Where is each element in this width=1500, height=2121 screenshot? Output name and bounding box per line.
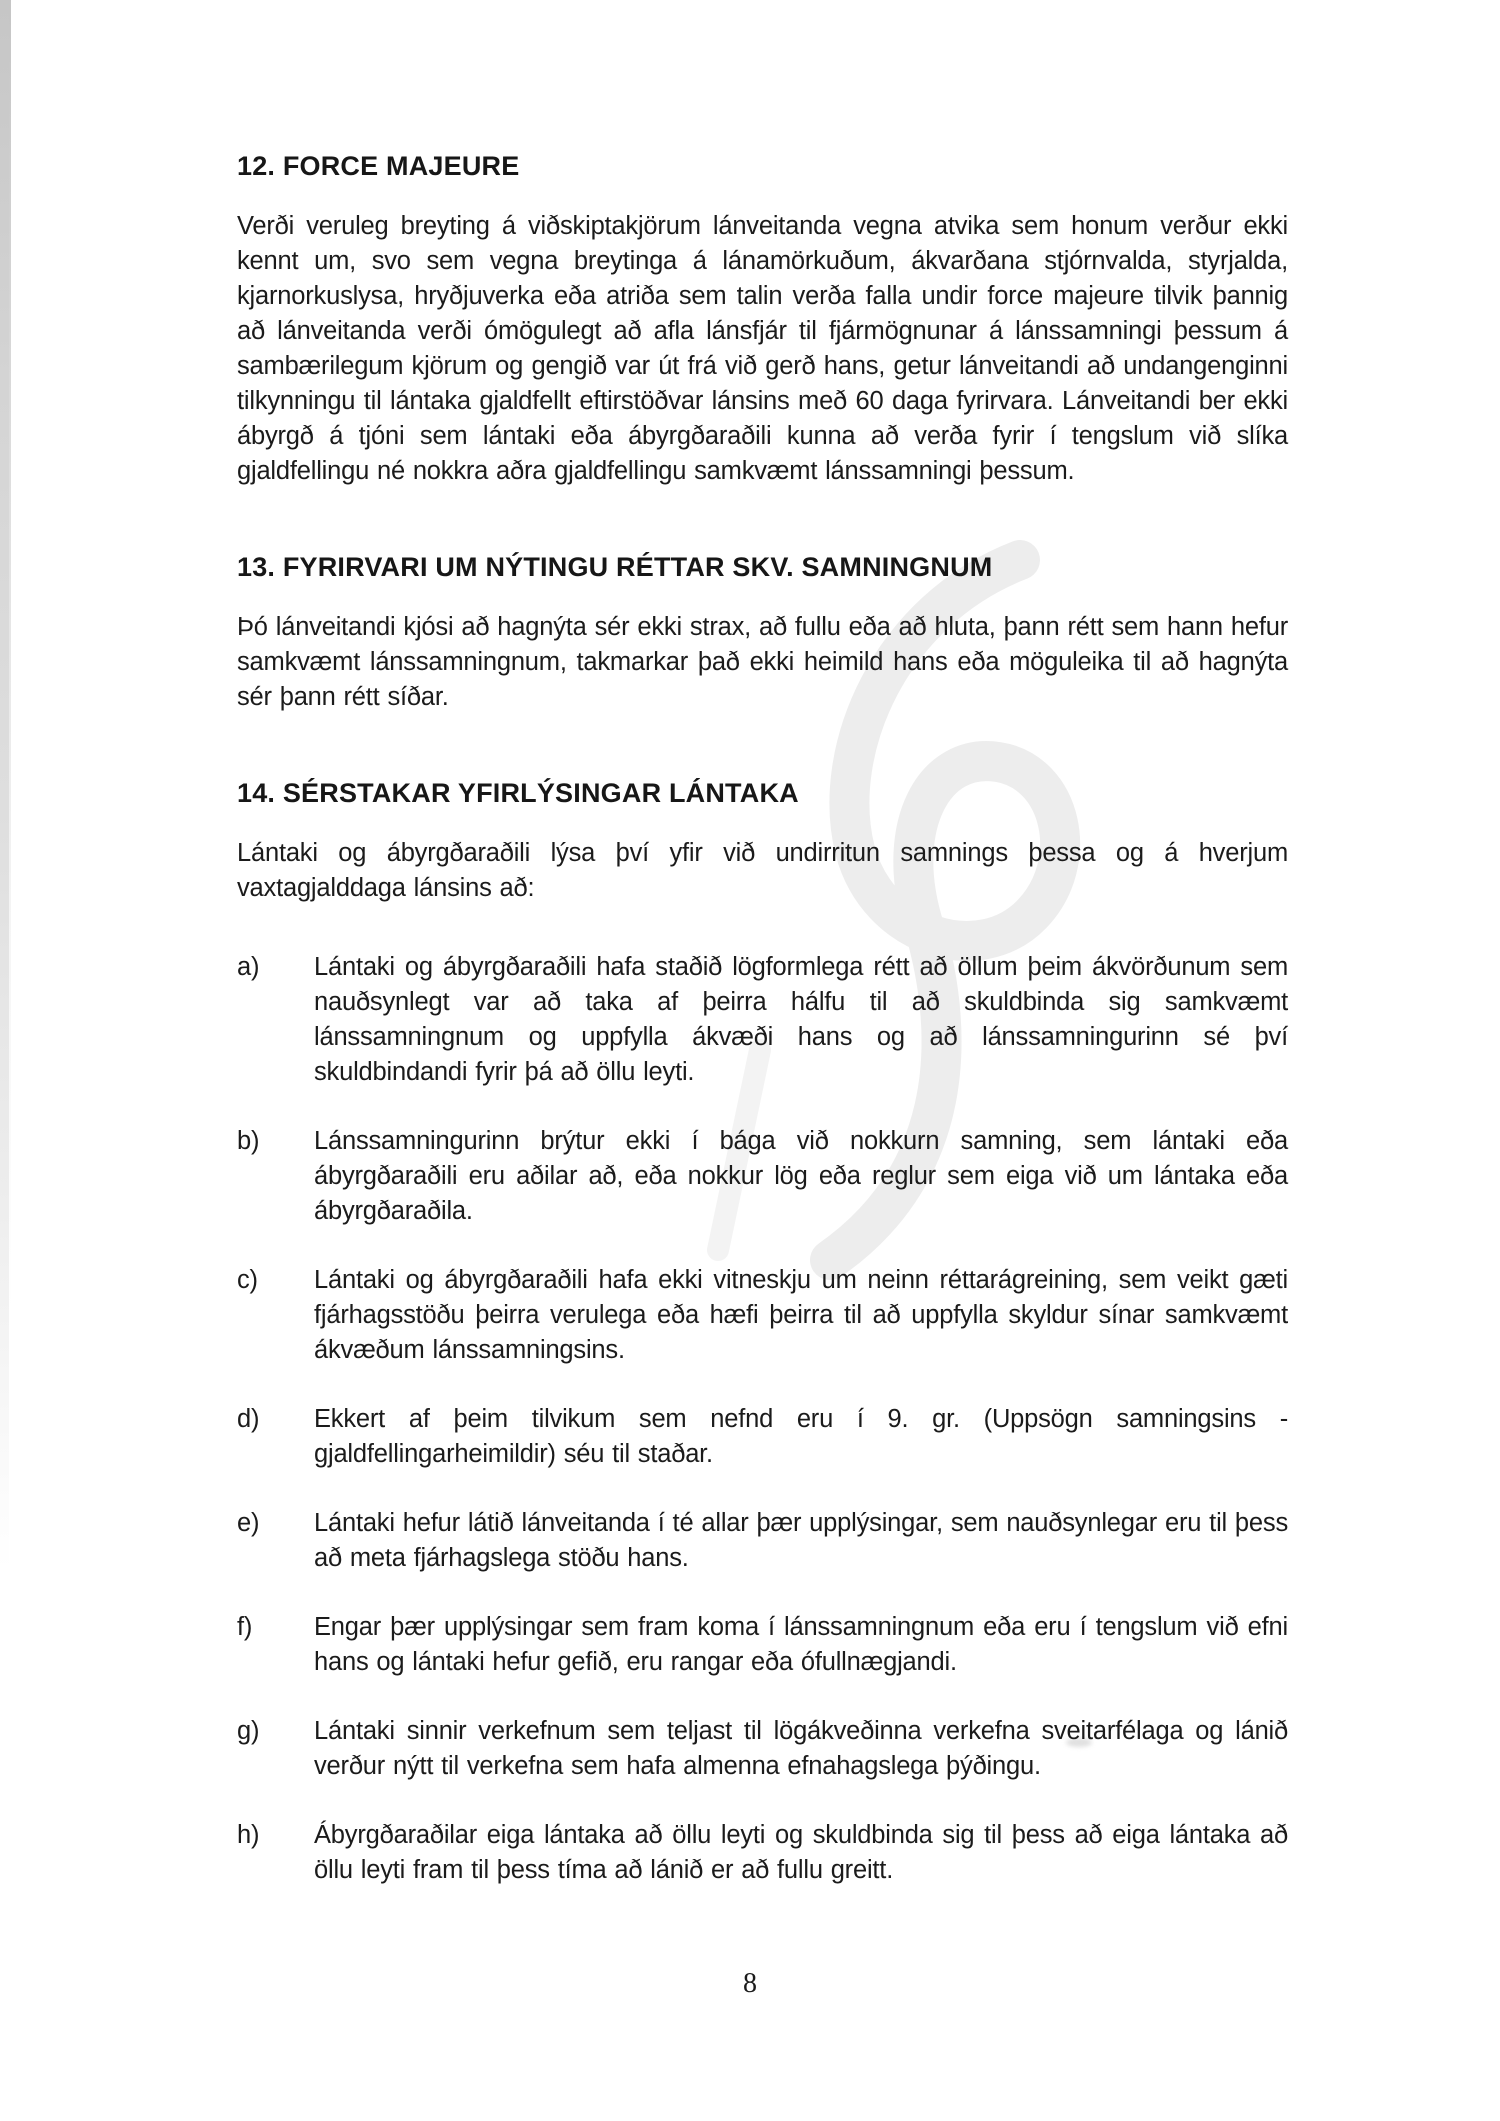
- document-content: [237, 150, 1288, 1950]
- clause-marker: f): [237, 1613, 253, 1641]
- section-heading: 14. SÉRSTAKAR YFIRLÝSINGAR LÁNTAKA: [237, 778, 799, 808]
- clause-item-d: [237, 1402, 1288, 1472]
- scan-edge-artifact: [0, 0, 9, 2121]
- scan-edge-artifact-line: [9, 0, 11, 1315]
- clause-item-c: [237, 1263, 1288, 1368]
- section-heading: 13. FYRIRVARI UM NÝTINGU RÉTTAR SKV. SAMNINGNUM: [237, 552, 993, 582]
- paragraph: Verði veruleg breyting á viðskiptakjörum lánveitanda vegna atvika sem honum verður ekki kennt um, svo sem vegna breytinga á lánamörkuðum, ákvarðana stjórnvalda, styrjalda, kjarnorkuslysa, hryðjuverka eða atriða sem talin verða falla undir force majeure tilvik þannig að lánveitanda verði ómögulegt að afla lánsfjár til fjármögnunar á lánssamningi þessum á sambærilegum kjörum og gengið var út frá við gerð hans, getur lánveitandi að undangenginni tilkynningu til lántaka gjaldfellt eftirstöðvar lánsins með 60 daga fyrirvara. Lánveitandi ber ekki ábyrgð á tjóni sem lántaki eða ábyrgðaraðili kunna að verða fyrir í tengslum við slíka gjaldfellingu né nokkra aðra gjaldfellingu samkvæmt lánssamningi þessum.: [237, 212, 1288, 485]
- clause-text: Ábyrgðaraðilar eiga lántaka að öllu leyti og skuldbinda sig til þess að eiga lántaka að öllu leyti fram til þess tíma að lánið er að fullu greitt.: [314, 1821, 1288, 1884]
- clause-text: Ekkert af þeim tilvikum sem nefnd eru í 9. gr. (Uppsögn samningsins - gjaldfellingarheimildir) séu til staðar.: [314, 1405, 1288, 1468]
- page-number: 8: [743, 1968, 757, 1999]
- clause-item-e: [237, 1506, 1288, 1576]
- clause-marker: h): [237, 1821, 260, 1849]
- paragraph: Þó lánveitandi kjósi að hagnýta sér ekki strax, að fullu eða að hluta, þann rétt sem hann hefur samkvæmt lánssamningnum, takmarkar það ekki heimild hans eða möguleika til að hagnýta sér þann rétt síðar.: [237, 613, 1288, 711]
- clause-marker: b): [237, 1127, 260, 1155]
- clause-marker: g): [237, 1717, 260, 1745]
- clause-marker: d): [237, 1405, 260, 1433]
- clause-text: Lántaki hefur látið lánveitanda í té allar þær upplýsingar, sem nauðsynlegar eru til þess að meta fjárhagslega stöðu hans.: [314, 1509, 1288, 1572]
- paragraph: Lántaki og ábyrgðaraðili lýsa því yfir við undirritun samnings þessa og á hverjum vaxtagjalddaga lánsins að:: [237, 839, 1288, 902]
- clause-text: Lántaki og ábyrgðaraðili hafa staðið lögformlega rétt að öllum þeim ákvörðunum sem nauðsynlegt var að taka af þeirra hálfu til að skuldbinda sig samkvæmt lánssamningnum og uppfylla ákvæði hans og að lánssamningurinn sé því skuldbindandi fyrir þá að öllu leyti.: [314, 953, 1288, 1086]
- clause-marker: c): [237, 1266, 258, 1294]
- clause-item-a: [237, 950, 1288, 1090]
- section-force-majeure: [237, 150, 1288, 489]
- clause-marker: a): [237, 953, 260, 981]
- section-yfirlysingar: [237, 777, 1288, 1888]
- clause-text: Lántaki sinnir verkefnum sem teljast til lögákveðinna verkefna sveitarfélaga og lánið verður nýtt til verkefna sem hafa almenna efnahagslega þýðingu.: [314, 1717, 1288, 1780]
- clause-text: Lánssamningurinn brýtur ekki í bága við nokkurn samning, sem lántaki eða ábyrgðaraðili eru aðilar að, eða nokkur lög eða reglur sem eiga við um lántaka eða ábyrgðaraðila.: [314, 1127, 1288, 1225]
- clause-item-b: [237, 1124, 1288, 1229]
- clause-text: Lántaki og ábyrgðaraðili hafa ekki vitneskju um neinn réttarágreining, sem veikt gæti fjárhagsstöðu þeirra verulega eða hæfi þeirra til að uppfylla skyldur sínar samkvæmt ákvæðum lánssamningsins.: [314, 1266, 1288, 1364]
- section-fyrirvari: [237, 551, 1288, 715]
- clause-item-h: [237, 1818, 1288, 1888]
- clause-list: [237, 950, 1288, 1888]
- clause-item-g: [237, 1714, 1288, 1784]
- clause-marker: e): [237, 1509, 260, 1537]
- section-heading: 12. FORCE MAJEURE: [237, 151, 520, 181]
- clause-text: Engar þær upplýsingar sem fram koma í lánssamningnum eða eru í tengslum við efni hans og lántaki hefur gefið, eru rangar eða ófullnægjandi.: [314, 1613, 1288, 1676]
- clause-item-f: [237, 1610, 1288, 1680]
